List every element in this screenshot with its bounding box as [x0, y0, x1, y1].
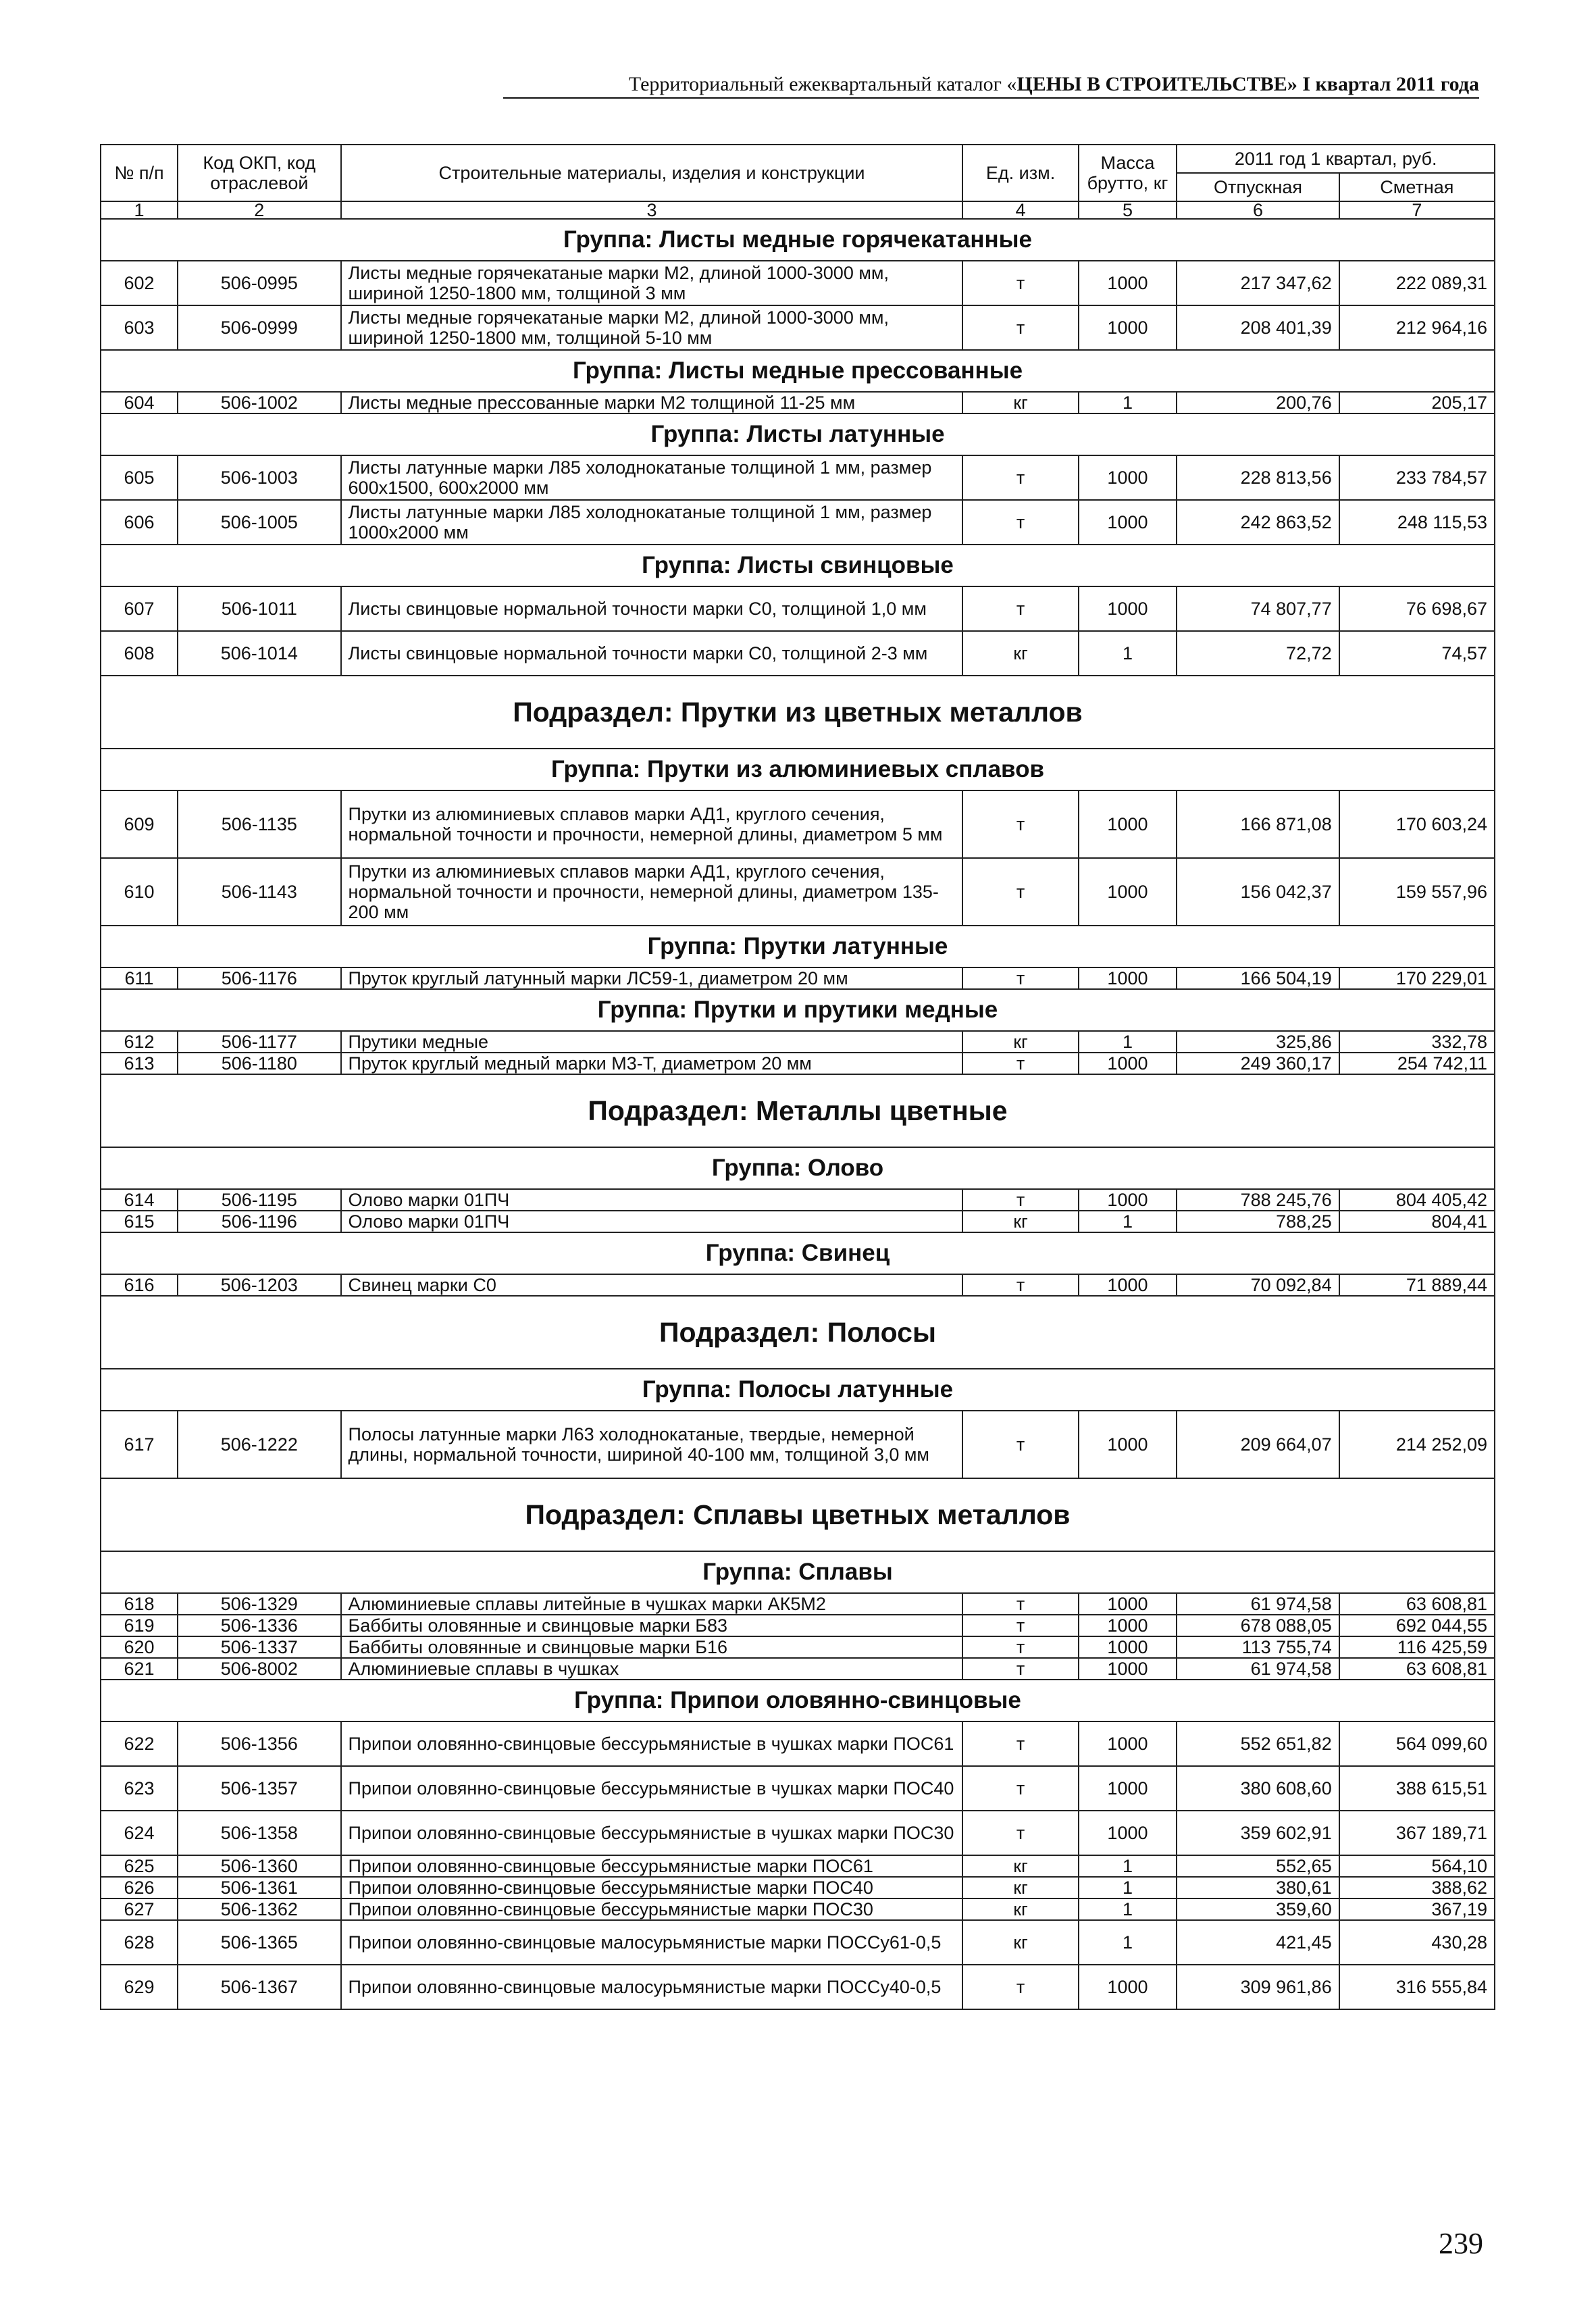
group-title: Группа: Олово — [101, 1147, 1495, 1189]
row-code: 506-1358 — [178, 1811, 340, 1855]
row-name: Припои оловянно-свинцовые бессурьмянистые в чушках марки ПОС30 — [341, 1811, 963, 1855]
row-release-price: 421,45 — [1177, 1920, 1339, 1965]
column-number: 4 — [962, 201, 1078, 219]
row-estimate-price: 212 964,16 — [1339, 305, 1495, 350]
table-row — [101, 392, 1495, 413]
table-row — [101, 1211, 1495, 1232]
row-name: Листы медные горячекатаные марки М2, длиной 1000-3000 мм, шириной 1250-1800 мм, толщиной 5-10 мм — [341, 305, 963, 350]
group-row — [101, 350, 1495, 392]
row-code: 506-1203 — [178, 1274, 340, 1296]
group-row — [101, 989, 1495, 1031]
row-mass: 1000 — [1079, 500, 1177, 545]
row-mass: 1000 — [1079, 1274, 1177, 1296]
group-row — [101, 219, 1495, 261]
row-mass: 1 — [1079, 1031, 1177, 1053]
table-row — [101, 1053, 1495, 1074]
row-mass: 1 — [1079, 1211, 1177, 1232]
row-unit: т — [962, 790, 1078, 858]
subsection-title: Подраздел: Полосы — [101, 1296, 1495, 1369]
row-estimate-price: 248 115,53 — [1339, 500, 1495, 545]
table-row — [101, 1920, 1495, 1965]
row-number: 624 — [101, 1811, 178, 1855]
row-unit: т — [962, 305, 1078, 350]
column-number: 3 — [341, 201, 963, 219]
row-mass: 1000 — [1079, 790, 1177, 858]
row-code: 506-0995 — [178, 261, 340, 305]
row-mass: 1000 — [1079, 1965, 1177, 2009]
row-estimate-price: 159 557,96 — [1339, 858, 1495, 926]
row-release-price: 72,72 — [1177, 631, 1339, 676]
row-estimate-price: 332,78 — [1339, 1031, 1495, 1053]
row-name: Прутки из алюминиевых сплавов марки АД1, круглого сечения, нормальной точности и прочности, немерной длины, диаметром 5 мм — [341, 790, 963, 858]
row-code: 506-1003 — [178, 455, 340, 500]
table-row — [101, 586, 1495, 631]
row-unit: т — [962, 1766, 1078, 1811]
table-row — [101, 261, 1495, 305]
row-estimate-price: 205,17 — [1339, 392, 1495, 413]
row-unit: т — [962, 1658, 1078, 1680]
row-release-price: 166 871,08 — [1177, 790, 1339, 858]
row-code: 506-1329 — [178, 1593, 340, 1615]
row-estimate-price: 367,19 — [1339, 1898, 1495, 1920]
row-number: 610 — [101, 858, 178, 926]
row-number: 623 — [101, 1766, 178, 1811]
row-release-price: 552,65 — [1177, 1855, 1339, 1877]
row-name: Свинец марки С0 — [341, 1274, 963, 1296]
row-number: 604 — [101, 392, 178, 413]
table-row — [101, 305, 1495, 350]
row-unit: т — [962, 1965, 1078, 2009]
group-title: Группа: Прутки латунные — [101, 926, 1495, 967]
row-unit: кг — [962, 1877, 1078, 1898]
row-code: 506-1362 — [178, 1898, 340, 1920]
col-header-code: Код ОКП, код отраслевой — [178, 145, 340, 201]
row-code: 506-1005 — [178, 500, 340, 545]
row-name: Пруток круглый латунный марки ЛС59-1, диаметром 20 мм — [341, 967, 963, 989]
row-estimate-price: 214 252,09 — [1339, 1411, 1495, 1478]
row-number: 622 — [101, 1721, 178, 1766]
row-release-price: 113 755,74 — [1177, 1636, 1339, 1658]
row-mass: 1000 — [1079, 1658, 1177, 1680]
row-code: 506-1357 — [178, 1766, 340, 1811]
row-number: 628 — [101, 1920, 178, 1965]
row-name: Припои оловянно-свинцовые бессурьмянистые марки ПОС40 — [341, 1877, 963, 1898]
row-name: Прутики медные — [341, 1031, 963, 1053]
row-estimate-price: 804 405,42 — [1339, 1189, 1495, 1211]
table-row — [101, 858, 1495, 926]
row-name: Припои оловянно-свинцовые бессурьмянистые марки ПОС30 — [341, 1898, 963, 1920]
table-row — [101, 1636, 1495, 1658]
col-header-estimate: Сметная — [1339, 173, 1495, 201]
group-title: Группа: Прутки из алюминиевых сплавов — [101, 749, 1495, 790]
row-name: Прутки из алюминиевых сплавов марки АД1, круглого сечения, нормальной точности и прочности, немерной длины, диаметром 135-200 мм — [341, 858, 963, 926]
row-code: 506-1176 — [178, 967, 340, 989]
table-row — [101, 1274, 1495, 1296]
row-unit: кг — [962, 392, 1078, 413]
table-row — [101, 1898, 1495, 1920]
row-mass: 1000 — [1079, 858, 1177, 926]
row-code: 506-1336 — [178, 1615, 340, 1636]
row-release-price: 380 608,60 — [1177, 1766, 1339, 1811]
row-number: 616 — [101, 1274, 178, 1296]
table-row — [101, 1615, 1495, 1636]
row-release-price: 359 602,91 — [1177, 1811, 1339, 1855]
col-header-num: № п/п — [101, 145, 178, 201]
row-release-price: 359,60 — [1177, 1898, 1339, 1920]
row-number: 609 — [101, 790, 178, 858]
row-number: 621 — [101, 1658, 178, 1680]
row-estimate-price: 76 698,67 — [1339, 586, 1495, 631]
row-unit: т — [962, 967, 1078, 989]
row-unit: т — [962, 455, 1078, 500]
row-estimate-price: 116 425,59 — [1339, 1636, 1495, 1658]
row-number: 607 — [101, 586, 178, 631]
row-unit: т — [962, 1615, 1078, 1636]
row-code: 506-1011 — [178, 586, 340, 631]
group-title: Группа: Листы свинцовые — [101, 545, 1495, 586]
row-name: Листы латунные марки Л85 холоднокатаные толщиной 1 мм, размер 600х1500, 600х2000 мм — [341, 455, 963, 500]
row-mass: 1000 — [1079, 1636, 1177, 1658]
row-number: 605 — [101, 455, 178, 500]
row-number: 618 — [101, 1593, 178, 1615]
row-mass: 1000 — [1079, 1721, 1177, 1766]
group-title: Группа: Листы латунные — [101, 413, 1495, 455]
row-name: Припои оловянно-свинцовые малосурьмянистые марки ПОССу61-0,5 — [341, 1920, 963, 1965]
row-code: 506-1337 — [178, 1636, 340, 1658]
row-number: 603 — [101, 305, 178, 350]
row-mass: 1 — [1079, 392, 1177, 413]
row-unit: т — [962, 1721, 1078, 1766]
row-release-price: 380,61 — [1177, 1877, 1339, 1898]
row-estimate-price: 388 615,51 — [1339, 1766, 1495, 1811]
catalog-table — [100, 144, 1495, 2010]
row-unit: кг — [962, 1920, 1078, 1965]
table-row — [101, 1593, 1495, 1615]
row-number: 608 — [101, 631, 178, 676]
row-release-price: 61 974,58 — [1177, 1658, 1339, 1680]
row-name: Алюминиевые сплавы литейные в чушках марки АК5М2 — [341, 1593, 963, 1615]
row-release-price: 788 245,76 — [1177, 1189, 1339, 1211]
row-estimate-price: 71 889,44 — [1339, 1274, 1495, 1296]
table-row — [101, 1658, 1495, 1680]
row-release-price: 217 347,62 — [1177, 261, 1339, 305]
col-header-period: 2011 год 1 квартал, руб. — [1177, 145, 1495, 173]
group-row — [101, 545, 1495, 586]
row-release-price: 166 504,19 — [1177, 967, 1339, 989]
row-estimate-price: 63 608,81 — [1339, 1658, 1495, 1680]
row-mass: 1000 — [1079, 1615, 1177, 1636]
row-release-price: 249 360,17 — [1177, 1053, 1339, 1074]
row-mass: 1000 — [1079, 1411, 1177, 1478]
row-code: 506-1360 — [178, 1855, 340, 1877]
row-estimate-price: 564 099,60 — [1339, 1721, 1495, 1766]
group-row — [101, 1147, 1495, 1189]
row-unit: кг — [962, 1211, 1078, 1232]
table-row — [101, 1766, 1495, 1811]
row-estimate-price: 388,62 — [1339, 1877, 1495, 1898]
header-suffix: » I квартал 2011 года — [1287, 73, 1479, 95]
row-estimate-price: 692 044,55 — [1339, 1615, 1495, 1636]
row-code: 506-1143 — [178, 858, 340, 926]
row-mass: 1000 — [1079, 1811, 1177, 1855]
group-row — [101, 1680, 1495, 1721]
row-code: 506-1177 — [178, 1031, 340, 1053]
subsection-title: Подраздел: Металлы цветные — [101, 1074, 1495, 1147]
subsection-title: Подраздел: Сплавы цветных металлов — [101, 1478, 1495, 1551]
row-mass: 1000 — [1079, 967, 1177, 989]
row-release-price: 200,76 — [1177, 392, 1339, 413]
group-title: Группа: Сплавы — [101, 1551, 1495, 1593]
table-row — [101, 790, 1495, 858]
row-number: 620 — [101, 1636, 178, 1658]
row-name: Припои оловянно-свинцовые бессурьмянистые в чушках марки ПОС61 — [341, 1721, 963, 1766]
column-number: 5 — [1079, 201, 1177, 219]
row-release-price: 242 863,52 — [1177, 500, 1339, 545]
group-title: Группа: Листы медные прессованные — [101, 350, 1495, 392]
table-row — [101, 1721, 1495, 1766]
running-header — [503, 73, 1479, 99]
group-title: Группа: Полосы латунные — [101, 1369, 1495, 1411]
row-number: 611 — [101, 967, 178, 989]
row-mass: 1000 — [1079, 1766, 1177, 1811]
table-row — [101, 967, 1495, 989]
row-mass: 1000 — [1079, 586, 1177, 631]
row-estimate-price: 430,28 — [1339, 1920, 1495, 1965]
row-name: Баббиты оловянные и свинцовые марки Б83 — [341, 1615, 963, 1636]
table-row — [101, 1811, 1495, 1855]
table-row — [101, 500, 1495, 545]
row-estimate-price: 367 189,71 — [1339, 1811, 1495, 1855]
row-estimate-price: 564,10 — [1339, 1855, 1495, 1877]
col-header-unit: Ед. изм. — [962, 145, 1078, 201]
row-unit: т — [962, 586, 1078, 631]
row-name: Листы латунные марки Л85 холоднокатаные толщиной 1 мм, размер 1000х2000 мм — [341, 500, 963, 545]
row-number: 612 — [101, 1031, 178, 1053]
row-unit: кг — [962, 1031, 1078, 1053]
row-code: 506-1002 — [178, 392, 340, 413]
row-number: 627 — [101, 1898, 178, 1920]
row-unit: кг — [962, 631, 1078, 676]
row-number: 602 — [101, 261, 178, 305]
row-mass: 1000 — [1079, 261, 1177, 305]
row-mass: 1 — [1079, 1898, 1177, 1920]
row-estimate-price: 804,41 — [1339, 1211, 1495, 1232]
row-unit: кг — [962, 1898, 1078, 1920]
row-number: 613 — [101, 1053, 178, 1074]
subsection-row — [101, 1478, 1495, 1551]
row-code: 506-1365 — [178, 1920, 340, 1965]
row-number: 617 — [101, 1411, 178, 1478]
row-code: 506-8002 — [178, 1658, 340, 1680]
table-row — [101, 1189, 1495, 1211]
group-title: Группа: Листы медные горячекатанные — [101, 219, 1495, 261]
table-row — [101, 1855, 1495, 1877]
row-unit: кг — [962, 1855, 1078, 1877]
row-code: 506-1180 — [178, 1053, 340, 1074]
row-estimate-price: 74,57 — [1339, 631, 1495, 676]
row-release-price: 70 092,84 — [1177, 1274, 1339, 1296]
row-name: Припои оловянно-свинцовые малосурьмянистые марки ПОССу40-0,5 — [341, 1965, 963, 2009]
row-release-price: 309 961,86 — [1177, 1965, 1339, 2009]
group-row — [101, 749, 1495, 790]
row-name: Листы медные горячекатаные марки М2, длиной 1000-3000 мм, шириной 1250-1800 мм, толщиной 3 мм — [341, 261, 963, 305]
group-title: Группа: Свинец — [101, 1232, 1495, 1274]
group-row — [101, 926, 1495, 967]
row-name: Алюминиевые сплавы в чушках — [341, 1658, 963, 1680]
row-estimate-price: 254 742,11 — [1339, 1053, 1495, 1074]
group-title: Группа: Припои оловянно-свинцовые — [101, 1680, 1495, 1721]
row-release-price: 678 088,05 — [1177, 1615, 1339, 1636]
row-release-price: 228 813,56 — [1177, 455, 1339, 500]
subsection-title: Подраздел: Прутки из цветных металлов — [101, 676, 1495, 749]
row-release-price: 61 974,58 — [1177, 1593, 1339, 1615]
row-name: Листы свинцовые нормальной точности марки С0, толщиной 2-3 мм — [341, 631, 963, 676]
row-number: 606 — [101, 500, 178, 545]
row-estimate-price: 63 608,81 — [1339, 1593, 1495, 1615]
row-mass: 1000 — [1079, 1189, 1177, 1211]
row-estimate-price: 222 089,31 — [1339, 261, 1495, 305]
row-release-price: 156 042,37 — [1177, 858, 1339, 926]
row-code: 506-1195 — [178, 1189, 340, 1211]
row-unit: т — [962, 1053, 1078, 1074]
row-release-price: 209 664,07 — [1177, 1411, 1339, 1478]
group-row — [101, 1369, 1495, 1411]
group-row — [101, 413, 1495, 455]
row-estimate-price: 316 555,84 — [1339, 1965, 1495, 2009]
row-mass: 1000 — [1079, 1053, 1177, 1074]
group-row — [101, 1551, 1495, 1593]
row-unit: т — [962, 1189, 1078, 1211]
catalog-body — [101, 219, 1495, 2009]
row-name: Листы медные прессованные марки М2 толщиной 11-25 мм — [341, 392, 963, 413]
row-name: Листы свинцовые нормальной точности марки С0, толщиной 1,0 мм — [341, 586, 963, 631]
row-name: Полосы латунные марки Л63 холоднокатаные, твердые, немерной длины, нормальной точности, шириной 40-100 мм, толщиной 3,0 мм — [341, 1411, 963, 1478]
table-row — [101, 1031, 1495, 1053]
row-estimate-price: 170 229,01 — [1339, 967, 1495, 989]
row-code: 506-1135 — [178, 790, 340, 858]
row-code: 506-1361 — [178, 1877, 340, 1898]
row-code: 506-1014 — [178, 631, 340, 676]
row-number: 626 — [101, 1877, 178, 1898]
table-row — [101, 1965, 1495, 2009]
row-name: Баббиты оловянные и свинцовые марки Б16 — [341, 1636, 963, 1658]
row-mass: 1 — [1079, 631, 1177, 676]
table-row — [101, 1877, 1495, 1898]
table-row — [101, 455, 1495, 500]
group-row — [101, 1232, 1495, 1274]
column-number: 1 — [101, 201, 178, 219]
header-title: ЦЕНЫ В СТРОИТЕЛЬСТВЕ — [1016, 73, 1287, 95]
row-release-price: 788,25 — [1177, 1211, 1339, 1232]
row-unit: т — [962, 1274, 1078, 1296]
row-code: 506-1356 — [178, 1721, 340, 1766]
row-unit: т — [962, 1811, 1078, 1855]
row-mass: 1000 — [1079, 305, 1177, 350]
table-row — [101, 631, 1495, 676]
row-code: 506-1196 — [178, 1211, 340, 1232]
row-release-price: 208 401,39 — [1177, 305, 1339, 350]
row-unit: т — [962, 1636, 1078, 1658]
row-estimate-price: 233 784,57 — [1339, 455, 1495, 500]
row-unit: т — [962, 500, 1078, 545]
col-header-release: Отпускная — [1177, 173, 1339, 201]
table-row — [101, 1411, 1495, 1478]
column-number: 7 — [1339, 201, 1495, 219]
row-release-price: 552 651,82 — [1177, 1721, 1339, 1766]
row-mass: 1 — [1079, 1877, 1177, 1898]
row-mass: 1 — [1079, 1920, 1177, 1965]
row-number: 629 — [101, 1965, 178, 2009]
row-mass: 1000 — [1079, 455, 1177, 500]
row-number: 615 — [101, 1211, 178, 1232]
column-numbers-row — [101, 201, 1495, 219]
row-release-price: 325,86 — [1177, 1031, 1339, 1053]
row-code: 506-0999 — [178, 305, 340, 350]
row-name: Припои оловянно-свинцовые бессурьмянистые марки ПОС61 — [341, 1855, 963, 1877]
row-code: 506-1222 — [178, 1411, 340, 1478]
row-name: Пруток круглый медный марки М3-Т, диаметром 20 мм — [341, 1053, 963, 1074]
row-unit: т — [962, 261, 1078, 305]
page-number: 239 — [1439, 2227, 1483, 2260]
row-estimate-price: 170 603,24 — [1339, 790, 1495, 858]
column-number: 6 — [1177, 201, 1339, 219]
col-header-mass: Масса брутто, кг — [1079, 145, 1177, 201]
row-unit: т — [962, 1411, 1078, 1478]
subsection-row — [101, 1074, 1495, 1147]
column-number: 2 — [178, 201, 340, 219]
row-number: 625 — [101, 1855, 178, 1877]
row-mass: 1000 — [1079, 1593, 1177, 1615]
row-number: 619 — [101, 1615, 178, 1636]
row-name: Олово марки 01ПЧ — [341, 1189, 963, 1211]
col-header-name: Строительные материалы, изделия и конструкции — [341, 145, 963, 201]
row-release-price: 74 807,77 — [1177, 586, 1339, 631]
row-number: 614 — [101, 1189, 178, 1211]
group-title: Группа: Прутки и прутики медные — [101, 989, 1495, 1031]
row-name: Олово марки 01ПЧ — [341, 1211, 963, 1232]
row-name: Припои оловянно-свинцовые бессурьмянистые в чушках марки ПОС40 — [341, 1766, 963, 1811]
row-mass: 1 — [1079, 1855, 1177, 1877]
row-unit: т — [962, 858, 1078, 926]
header-prefix: Территориальный ежеквартальный каталог « — [628, 73, 1017, 95]
row-unit: т — [962, 1593, 1078, 1615]
subsection-row — [101, 1296, 1495, 1369]
row-code: 506-1367 — [178, 1965, 340, 2009]
subsection-row — [101, 676, 1495, 749]
